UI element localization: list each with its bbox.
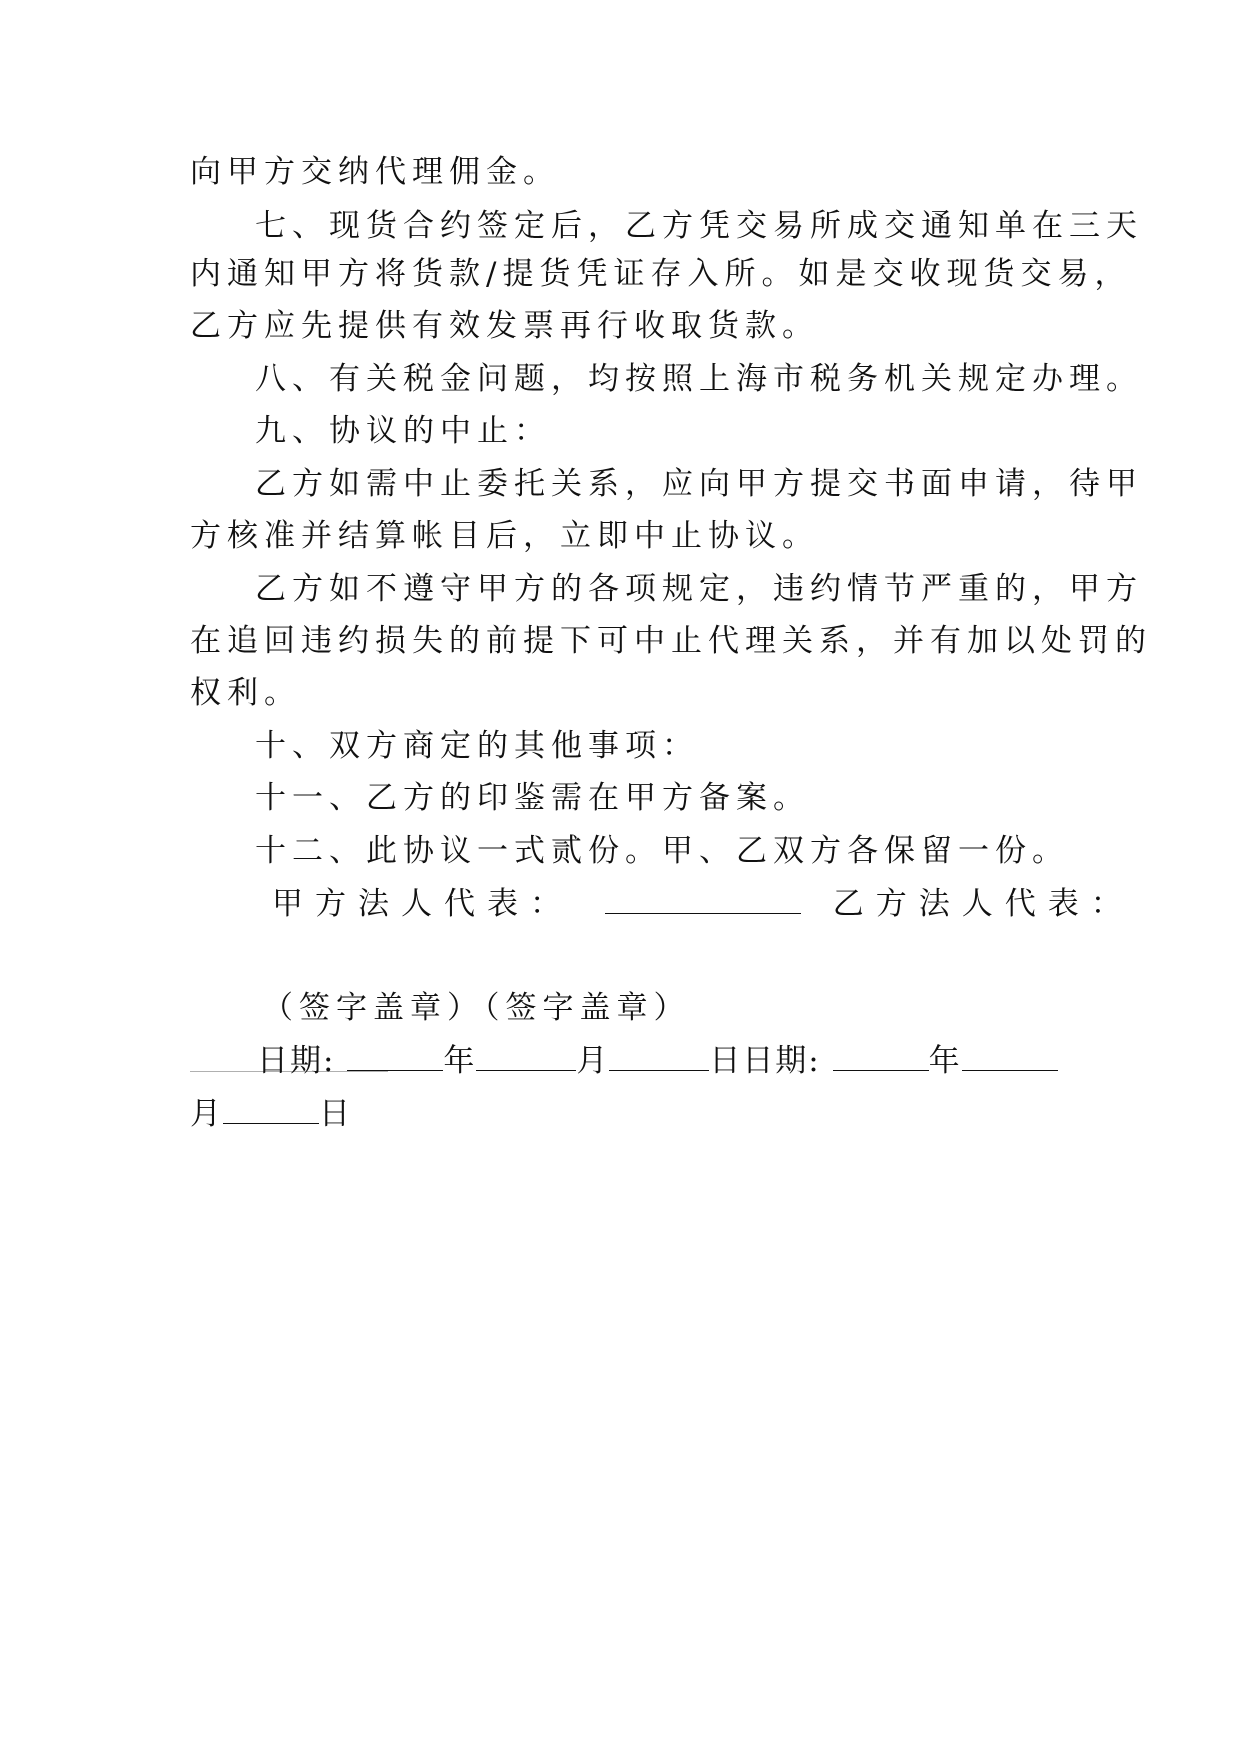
date-line: [257, 1040, 1127, 1081]
date-label-b: 日期:: [742, 1043, 821, 1079]
clause-12-line: 十二、此协议一式贰份。甲、乙双方各保留一份。: [255, 833, 1069, 869]
paragraph-line: 向甲方交纳代理佣金。: [190, 154, 560, 190]
clause-9-heading: 九、协议的中止：: [255, 413, 551, 449]
clause-11-line: 十一、乙方的印鉴需在甲方备案。: [255, 780, 810, 816]
year-label-a: 年: [443, 1043, 477, 1079]
party-a-signature-field: [605, 883, 801, 914]
clause-8-line: 八、有关税金问题，均按照上海市税务机关规定办理。: [255, 361, 1143, 397]
date-year-field-b: [833, 1040, 929, 1071]
date-day-field-a: [609, 1040, 709, 1071]
paragraph-line: 权利。: [190, 675, 301, 711]
date-day-field-b: [223, 1093, 319, 1124]
month-label-a: 月: [576, 1043, 610, 1079]
day-label-b: 日: [319, 1096, 352, 1132]
month-label-b: 月: [190, 1096, 223, 1132]
paragraph-line: 乙方如需中止委托关系，应向甲方提交书面申请，待甲: [255, 466, 1143, 502]
paragraph-line: 在追回违约损失的前提下可中止代理关系，并有加以处罚的: [190, 623, 1152, 659]
seal-line: （签字盖章）（签字盖章）: [262, 990, 691, 1026]
clause-7-line: 七、现货合约签定后，乙方凭交易所成交通知单在三天: [255, 208, 1143, 244]
date-month-field-a: [476, 1040, 576, 1071]
party-b-label: 乙方法人代表：: [832, 886, 1134, 922]
party-a-label: 甲方法人代表：: [272, 886, 573, 922]
paragraph-line: 方核准并结算帐目后，立即中止协议。: [190, 518, 819, 554]
paragraph-line: 内通知甲方将货款/提货凭证存入所。如是交收现货交易，: [190, 256, 1132, 292]
date-year-field-a: [347, 1040, 443, 1071]
paragraph-line: 乙方应先提供有效发票再行收取货款。: [190, 308, 819, 344]
date-line-continued: [190, 1093, 1060, 1134]
date-label-a: 日期:: [257, 1043, 336, 1079]
day-label-a: 日: [709, 1043, 743, 1079]
signature-line: [272, 883, 1134, 924]
paragraph-line: 乙方如不遵守甲方的各项规定，违约情节严重的，甲方: [255, 571, 1143, 607]
date-month-field-b-line1: [962, 1040, 1058, 1071]
year-label-b: 年: [928, 1043, 962, 1079]
clause-10-heading: 十、双方商定的其他事项：: [255, 728, 699, 764]
